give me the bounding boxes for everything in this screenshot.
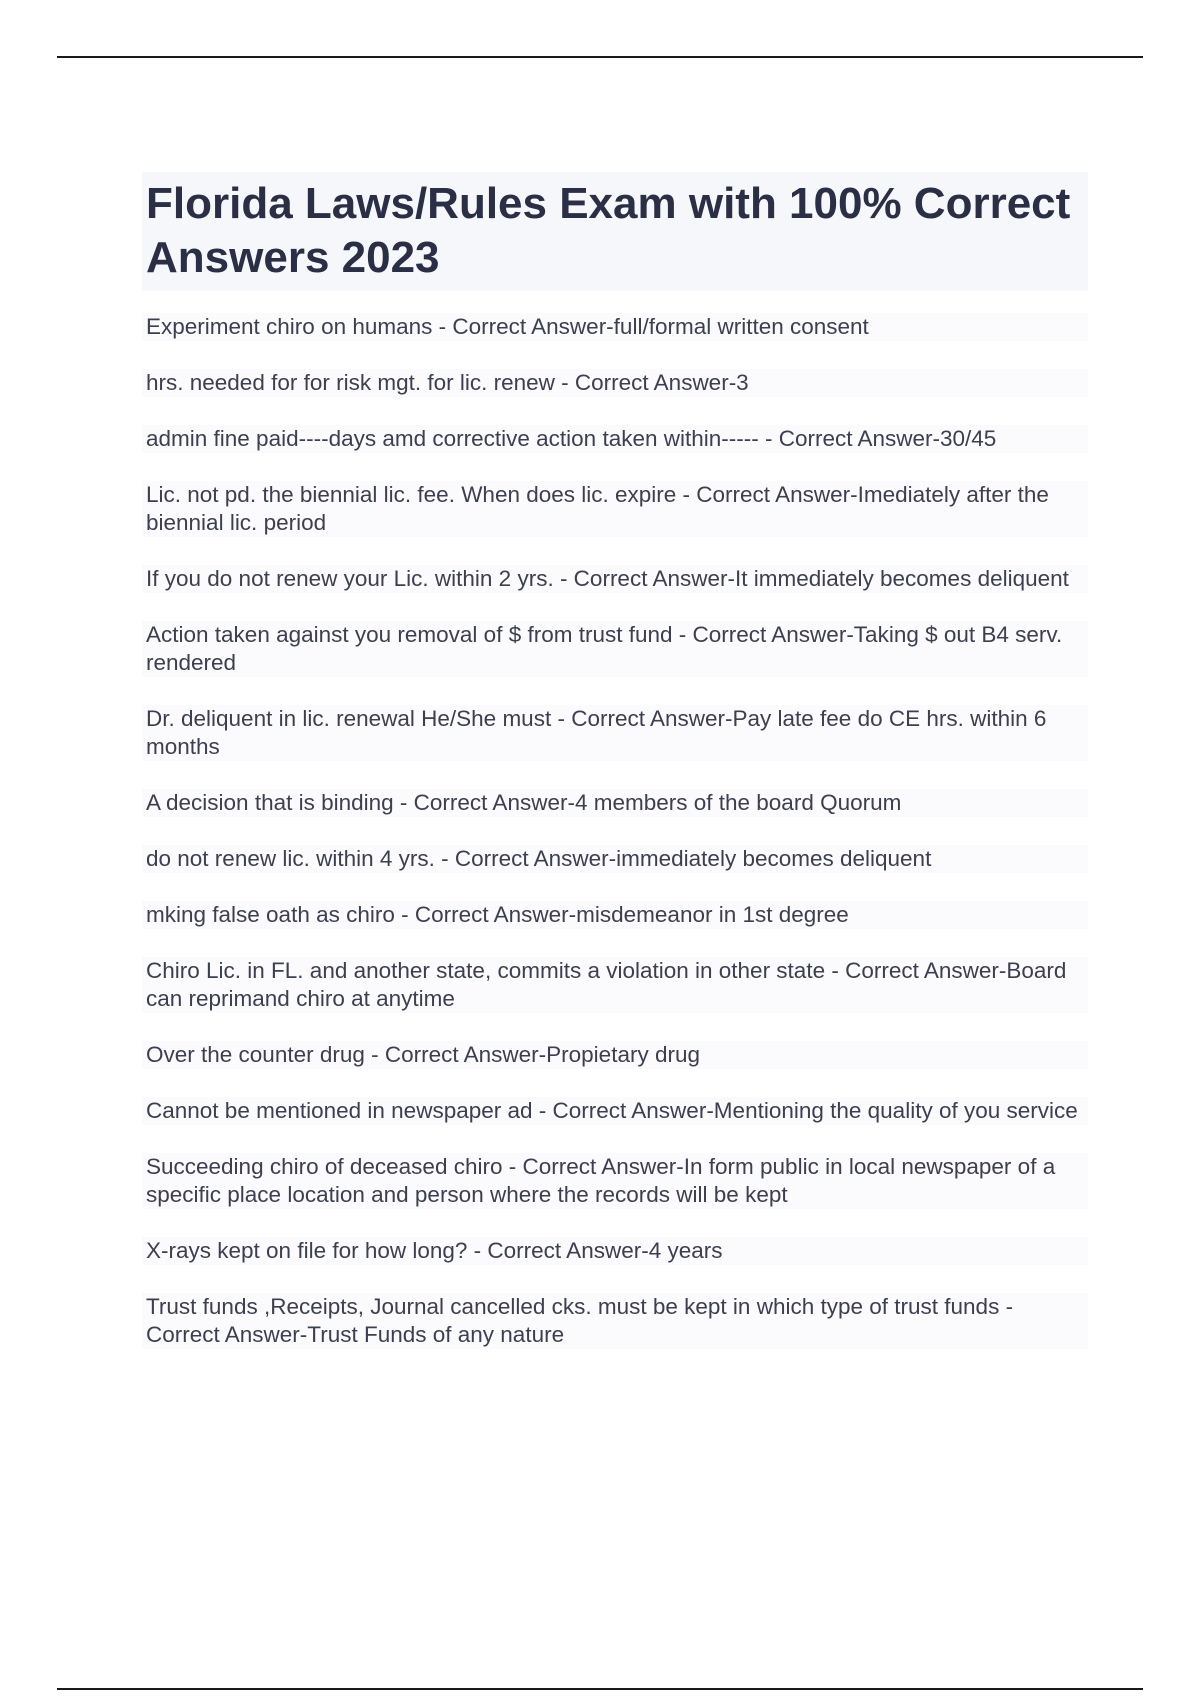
qa-item: Lic. not pd. the biennial lic. fee. When does lic. expire - Correct Answer-Imediately after the biennial lic. period [142,481,1088,537]
qa-item: If you do not renew your Lic. within 2 yrs. - Correct Answer-It immediately becomes deliquent [142,565,1088,593]
qa-item: X-rays kept on file for how long? - Correct Answer-4 years [142,1237,1088,1265]
bottom-rule [57,1688,1143,1690]
qa-item: Action taken against you removal of $ from trust fund - Correct Answer-Taking $ out B4 serv. rendered [142,621,1088,677]
qa-item: Trust funds ,Receipts, Journal cancelled cks. must be kept in which type of trust funds - Correct Answer-Trust Funds of any nature [142,1293,1088,1349]
qa-item: Cannot be mentioned in newspaper ad - Correct Answer-Mentioning the quality of you service [142,1097,1088,1125]
qa-item: do not renew lic. within 4 yrs. - Correct Answer-immediately becomes deliquent [142,845,1088,873]
qa-list [142,313,1088,1349]
document-title: Florida Laws/Rules Exam with 100% Correct Answers 2023 [146,179,1071,282]
top-rule [57,56,1143,58]
qa-item: mking false oath as chiro - Correct Answer-misdemeanor in 1st degree [142,901,1088,929]
qa-item: Dr. deliquent in lic. renewal He/She must - Correct Answer-Pay late fee do CE hrs. within 6 months [142,705,1088,761]
qa-item: Experiment chiro on humans - Correct Answer-full/formal written consent [142,313,1088,341]
document-content [142,172,1088,1377]
qa-item: A decision that is binding - Correct Answer-4 members of the board Quorum [142,789,1088,817]
qa-item: Succeeding chiro of deceased chiro - Correct Answer-In form public in local newspaper of a specific place location and person where the records will be kept [142,1153,1088,1209]
qa-item: admin fine paid----days amd corrective action taken within----- - Correct Answer-30/45 [142,425,1088,453]
title-block [142,172,1088,291]
qa-item: hrs. needed for for risk mgt. for lic. renew - Correct Answer-3 [142,369,1088,397]
qa-item: Chiro Lic. in FL. and another state, commits a violation in other state - Correct Answer-Board can reprimand chiro at anytime [142,957,1088,1013]
qa-item: Over the counter drug - Correct Answer-Propietary drug [142,1041,1088,1069]
